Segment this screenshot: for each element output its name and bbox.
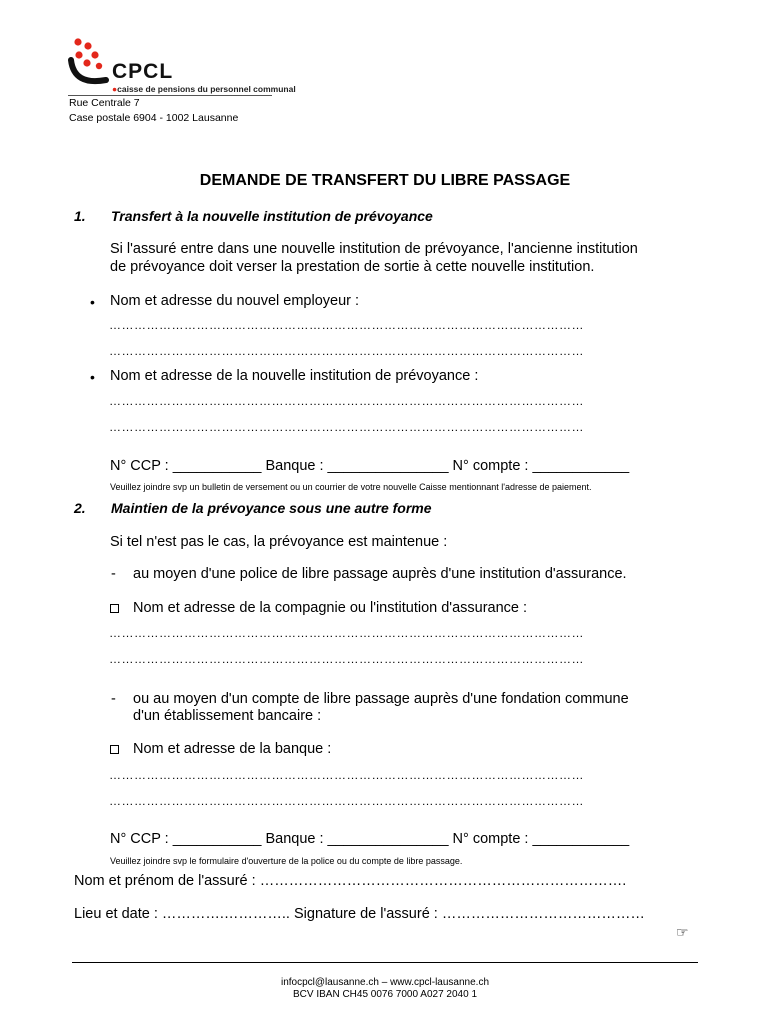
section1-heading: Transfert à la nouvelle institution de prévoyance bbox=[111, 208, 433, 224]
section2-intro: Si tel n'est pas le cas, la prévoyance est maintenue : bbox=[110, 534, 448, 550]
bank-address-line-1[interactable]: …………………………………………………………………………………………………… bbox=[109, 768, 584, 782]
insurance-address-label: Nom et adresse de la compagnie ou l'institution d'assurance : bbox=[133, 600, 528, 616]
footer-bank: BCV IBAN CH45 0076 7000 A027 2040 1 bbox=[292, 989, 478, 1000]
logo-bullet-icon: ● bbox=[112, 84, 118, 94]
new-employer-label: Nom et adresse du nouvel employeur : bbox=[110, 293, 360, 309]
section1-number: 1. bbox=[74, 208, 86, 224]
checkbox-insurance[interactable] bbox=[110, 604, 119, 613]
insurance-address-line-2[interactable]: …………………………………………………………………………………………………… bbox=[109, 652, 584, 666]
footer-divider bbox=[72, 962, 698, 963]
pointing-hand-icon: ☞ bbox=[676, 924, 689, 940]
new-institution-line-2[interactable]: …………………………………………………………………………………………………… bbox=[109, 420, 584, 434]
bank-address-label: Nom et adresse de la banque : bbox=[133, 741, 332, 757]
bullet-icon: • bbox=[90, 294, 95, 310]
section2-number: 2. bbox=[74, 500, 86, 516]
insured-name-field[interactable]: Nom et prénom de l'assuré : …………………………………………………………………. bbox=[74, 873, 627, 889]
place-date-signature-field[interactable]: Lieu et date : ………….………….. Signature de l'assuré : …………………………………… bbox=[74, 906, 645, 922]
payment-fields-1[interactable]: N° CCP : ___________ Banque : _______________ N° compte : ____________ bbox=[110, 458, 630, 474]
bullet-icon: • bbox=[90, 369, 95, 385]
option-bank-account-line2: d'un établissement bancaire : bbox=[133, 708, 322, 724]
insurance-address-line-1[interactable]: …………………………………………………………………………………………………… bbox=[109, 626, 584, 640]
bank-address-line-2[interactable]: …………………………………………………………………………………………………… bbox=[109, 794, 584, 808]
logo-divider bbox=[68, 95, 272, 96]
new-institution-label: Nom et adresse de la nouvelle institution de prévoyance : bbox=[110, 368, 479, 384]
section1-intro-line1: Si l'assuré entre dans une nouvelle institution de prévoyance, l'ancienne institution bbox=[110, 241, 638, 257]
payment-note-2: Veuillez joindre svp le formulaire d'ouverture de la police ou du compte de libre passage. bbox=[110, 856, 463, 866]
new-institution-line-1[interactable]: …………………………………………………………………………………………………… bbox=[109, 394, 584, 408]
section2-heading: Maintien de la prévoyance sous une autre forme bbox=[111, 500, 432, 516]
footer-contact: infocpcl@lausanne.ch – www.cpcl-lausanne.ch bbox=[280, 977, 490, 988]
option-insurance-policy: au moyen d'une police de libre passage auprès d'une institution d'assurance. bbox=[133, 566, 627, 582]
new-employer-line-2[interactable]: …………………………………………………………………………………………………… bbox=[109, 344, 584, 358]
section1-intro-line2: de prévoyance doit verser la prestation de sortie à cette nouvelle institution. bbox=[110, 259, 595, 275]
logo-dots-icon bbox=[68, 38, 116, 90]
checkbox-bank[interactable] bbox=[110, 745, 119, 754]
new-employer-line-1[interactable]: …………………………………………………………………………………………………… bbox=[109, 318, 584, 332]
address-line-1: Rue Centrale 7 bbox=[69, 97, 140, 109]
logo-tagline: ●caisse de pensions du personnel communal bbox=[112, 84, 296, 94]
dash-marker: - bbox=[111, 566, 116, 582]
dash-marker: - bbox=[111, 691, 116, 707]
logo-wordmark: CPCL bbox=[112, 60, 174, 83]
payment-note-1: Veuillez joindre svp un bulletin de versement ou un courrier de votre nouvelle Caisse mentionnant l'adresse de paiement. bbox=[110, 482, 592, 492]
payment-fields-2[interactable]: N° CCP : ___________ Banque : _______________ N° compte : ____________ bbox=[110, 831, 630, 847]
option-bank-account-line1: ou au moyen d'un compte de libre passage auprès d'une fondation commune bbox=[133, 691, 629, 707]
page-title: DEMANDE DE TRANSFERT DU LIBRE PASSAGE bbox=[199, 172, 571, 189]
address-line-2: Case postale 6904 - 1002 Lausanne bbox=[69, 112, 239, 124]
